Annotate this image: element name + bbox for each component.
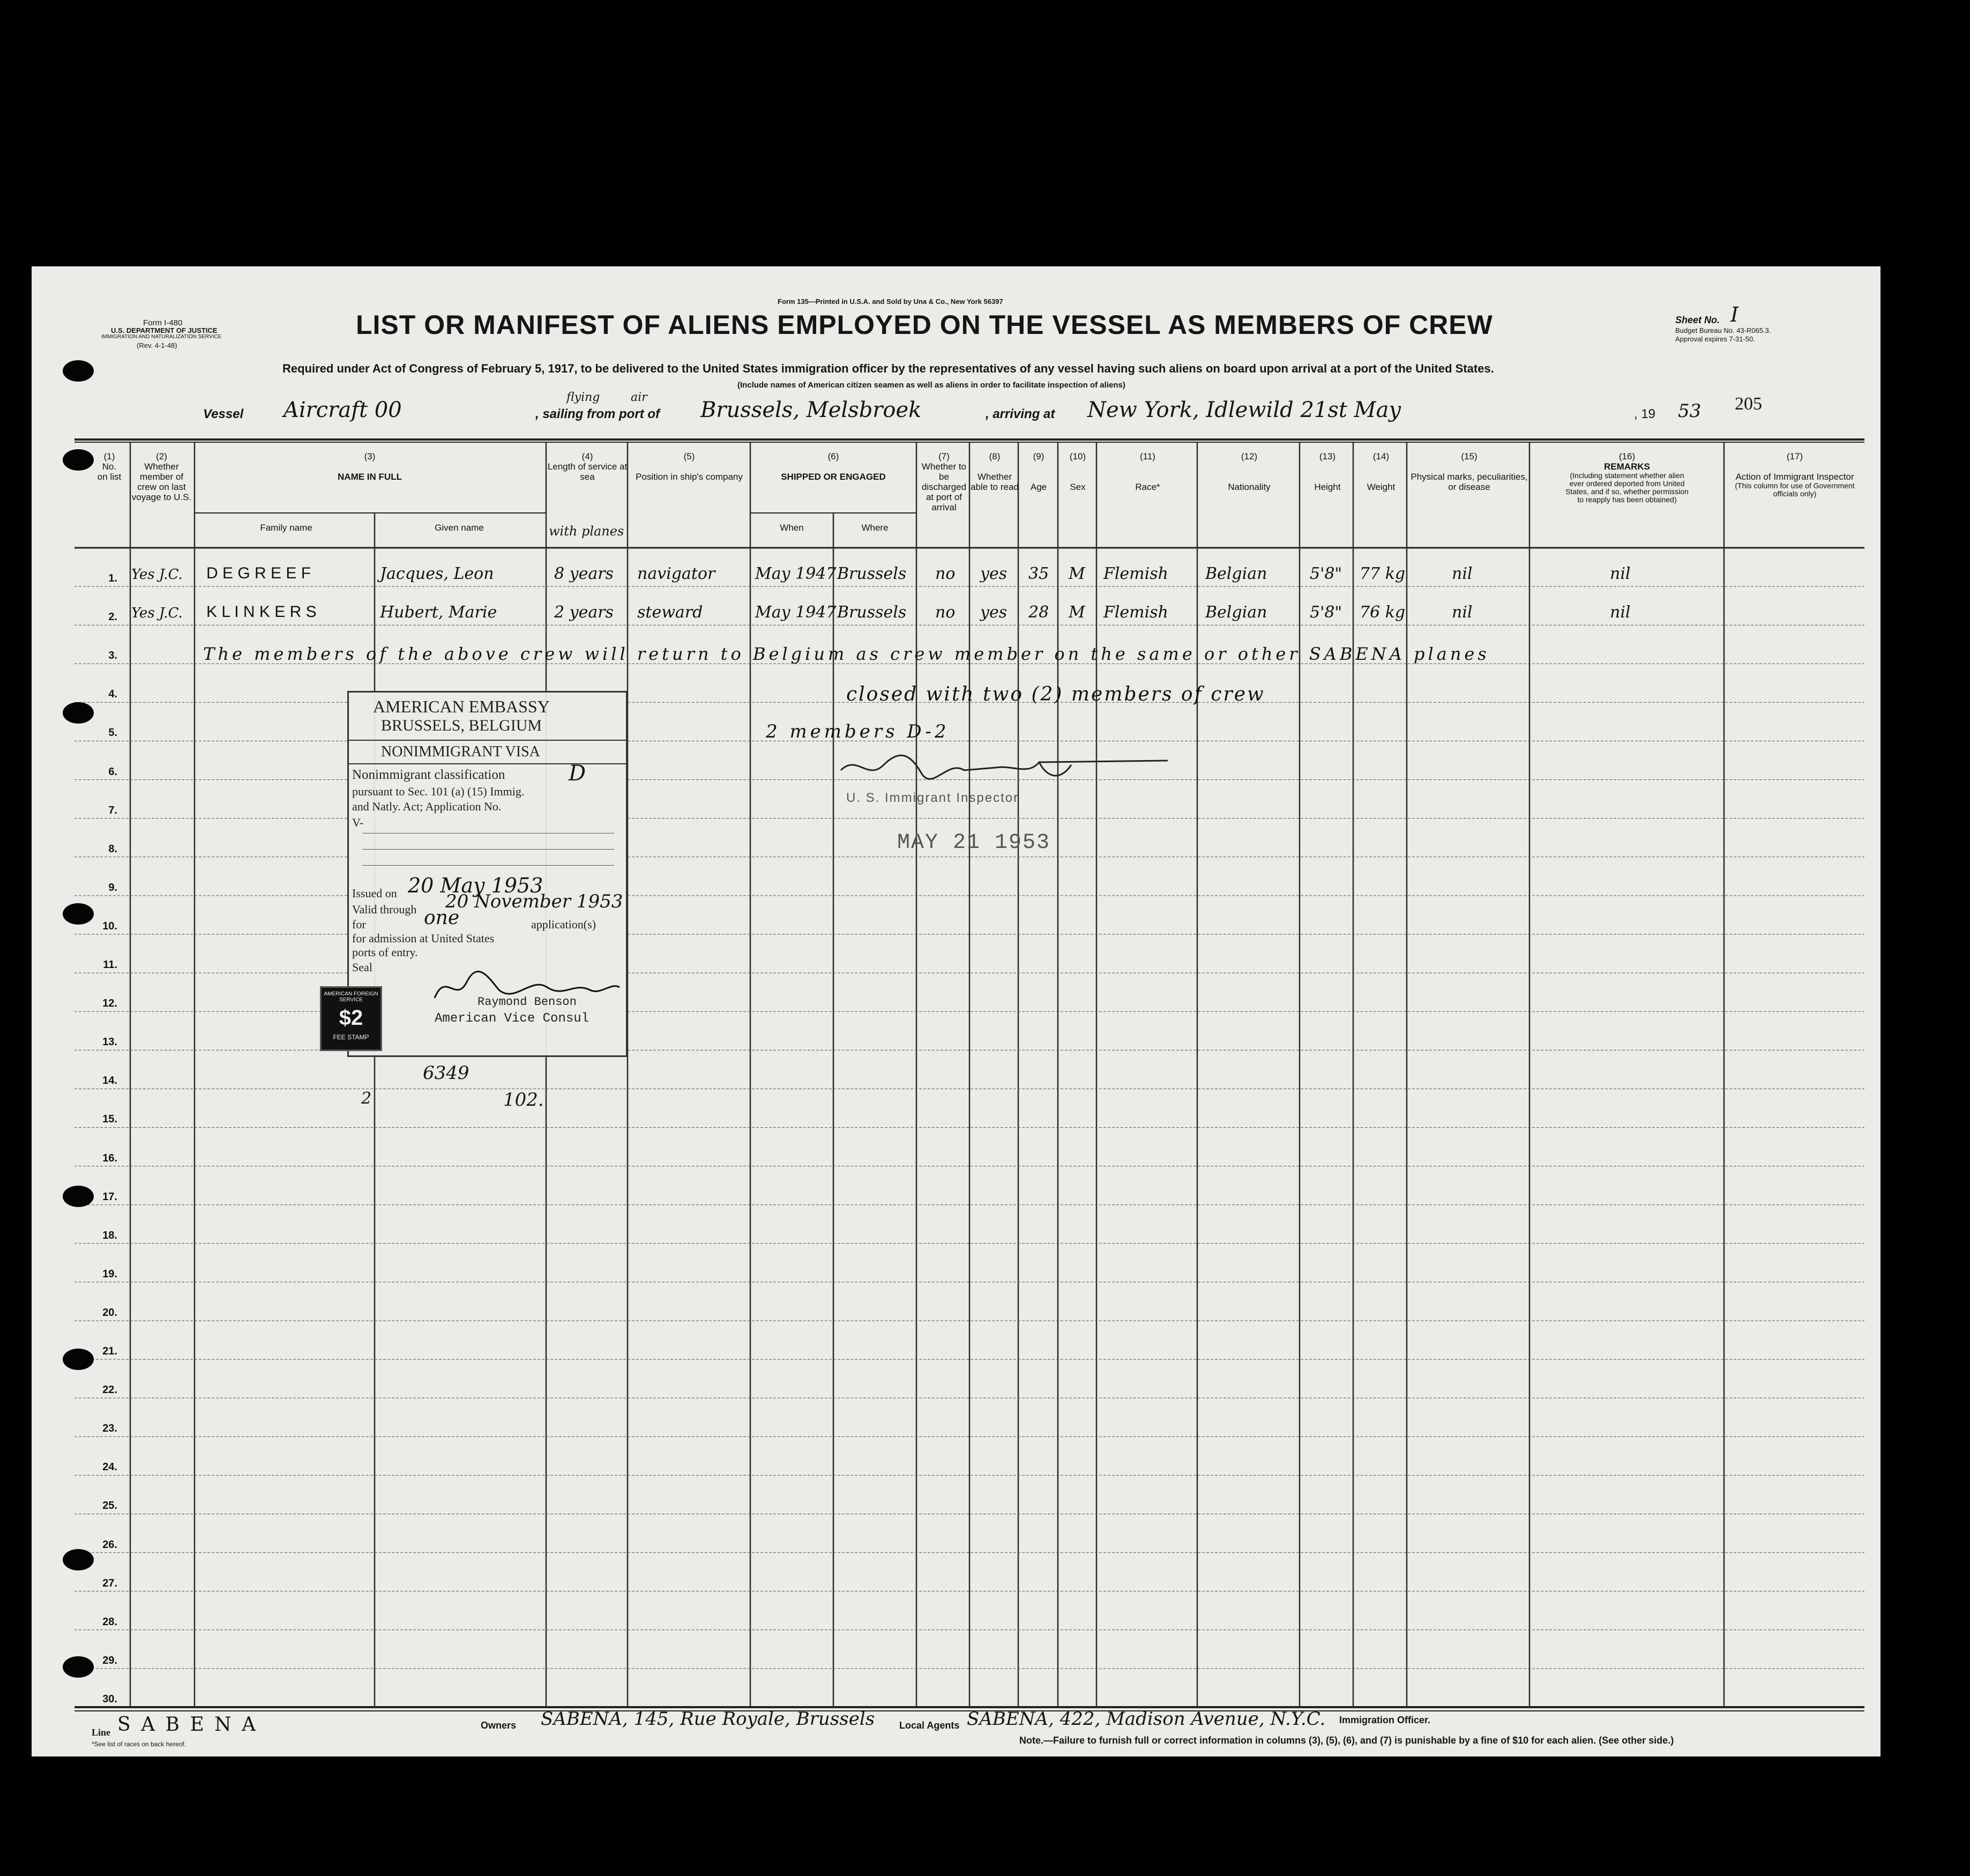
row-number: 16. xyxy=(102,1152,117,1164)
races-note: *See list of races on back hereof. xyxy=(92,1740,186,1748)
crew-2-nationality: Belgian xyxy=(1205,603,1267,622)
port-of-arrival: New York, Idlewild 21st May xyxy=(1087,398,1401,422)
row-number: 27. xyxy=(102,1577,117,1589)
binder-hole xyxy=(63,1349,94,1370)
sheet-number: I xyxy=(1730,303,1739,326)
crew-2-given-name: Hubert, Marie xyxy=(380,603,497,622)
col-7-header: (7) Whether to be discharged at port of arrival xyxy=(921,451,967,512)
crew-1-height: 5'8" xyxy=(1310,564,1342,583)
visa-pursuant: pursuant to Sec. 101 (a) (15) Immig. xyxy=(352,785,525,798)
arriving-label: , arriving at xyxy=(986,407,1055,421)
sailing-label: , sailing from port of xyxy=(535,407,660,421)
visa-issued-date: 20 May 1953 xyxy=(408,874,543,897)
binder-hole xyxy=(63,903,94,925)
col-3-header: (3) NAME IN FULL xyxy=(338,451,402,482)
fee-stamp-amount: $2 xyxy=(339,1006,363,1030)
row-number: 18. xyxy=(102,1229,117,1241)
crew-1-service: 8 years xyxy=(554,564,614,583)
row-number: 11. xyxy=(103,959,117,971)
col-4-header: (4) Length of service at sea xyxy=(547,451,628,482)
binder-hole xyxy=(63,1656,94,1678)
service-number: 6349 xyxy=(423,1062,469,1084)
binder-hole xyxy=(63,1549,94,1570)
owners-label: Owners xyxy=(481,1720,517,1731)
with-planes-note: with planes xyxy=(549,524,624,539)
row-number: 15. xyxy=(102,1113,117,1126)
revision: (Rev. 4-1-48) xyxy=(137,341,177,349)
crew-1-sex: M xyxy=(1069,564,1085,583)
vessel-name: Aircraft 00 xyxy=(283,398,402,422)
col-1-header: (1) No. on list xyxy=(97,451,122,482)
visa-act: and Natly. Act; Application No. xyxy=(352,800,502,813)
row-number: 14. xyxy=(102,1075,117,1087)
row-number: 29. xyxy=(102,1654,117,1666)
row-number: 21. xyxy=(102,1345,117,1357)
crew-2-position: steward xyxy=(637,603,703,622)
row-number: 19. xyxy=(102,1268,117,1280)
service: IMMIGRATION AND NATURALIZATION SERVICE xyxy=(101,334,222,340)
col-11-header: (11) Race* xyxy=(1135,451,1160,492)
visa-stamp xyxy=(347,691,628,1057)
crew-2-discharged: no xyxy=(935,603,956,622)
col-10-header: (10) Sex xyxy=(1069,451,1086,492)
crew-1-remarks: nil xyxy=(1610,564,1631,583)
date-stamp: MAY 21 1953 xyxy=(897,831,1051,855)
manifest-sheet xyxy=(32,266,1881,1756)
visa-admission: for admission at United States xyxy=(352,932,495,945)
crew-2-age: 28 xyxy=(1028,603,1049,622)
crew-2-when: May 1947 xyxy=(755,603,837,622)
crew-1-last-voyage: Yes J.C. xyxy=(131,567,183,583)
crew-1-marks: nil xyxy=(1452,564,1473,583)
row-number: 20. xyxy=(102,1306,117,1319)
include-note: (Include names of American citizen seamen as well as aliens in order to facilitate inspection of aliens) xyxy=(737,381,1125,390)
crew-2-sex: M xyxy=(1069,603,1085,622)
col-14-header: (14) Weight xyxy=(1367,451,1396,492)
col-6-header: (6) SHIPPED OR ENGAGED xyxy=(781,451,886,482)
agents-label: Local Agents xyxy=(899,1720,960,1731)
visa-valid-label: Valid through xyxy=(352,903,417,916)
visa-embassy: AMERICAN EMBASSY xyxy=(373,697,550,716)
tariff-number: 102. xyxy=(503,1089,544,1111)
row-number: 1. xyxy=(108,572,117,584)
binder-hole xyxy=(63,360,94,382)
row-number: 26. xyxy=(102,1538,117,1551)
col-16-header: (16) REMARKS (Including statement whether alien ever ordered deported from United States, and if so, whether permission to reapply has been obtained) xyxy=(1565,451,1689,504)
visa-for-label: for xyxy=(352,918,366,931)
crew-1-age: 35 xyxy=(1028,564,1049,583)
crew-2-family-name: K L I N K E R S xyxy=(206,603,317,621)
agents-value: SABENA, 422, Madison Avenue, N.Y.C. xyxy=(967,1708,1326,1730)
crew-1-nationality: Belgian xyxy=(1205,564,1267,583)
subtitle: Required under Act of Congress of February 5, 1917, to be delivered to the United States immigration officer by the representatives of any vessel having such aliens on board upon arrival at a port of the United States. xyxy=(282,362,1494,375)
given-name-header: Given name xyxy=(435,523,484,533)
row-number: 9. xyxy=(108,881,117,894)
line-label: Line xyxy=(92,1727,111,1738)
inspector-signature xyxy=(835,749,1184,786)
when-header: When xyxy=(780,523,804,533)
col-5-header: (5) Position in ship's company xyxy=(636,451,743,482)
item-number: 2 xyxy=(361,1089,372,1108)
crew-2-where: Brussels xyxy=(837,603,907,622)
row-number: 23. xyxy=(102,1423,117,1435)
inspector-label: U. S. Immigrant Inspector xyxy=(846,791,1019,805)
row-number: 30. xyxy=(102,1693,117,1705)
visa-blank-line-2 xyxy=(362,849,614,850)
binder-hole xyxy=(63,702,94,724)
consul-title: American Vice Consul xyxy=(435,1011,589,1026)
visa-applications: application(s) xyxy=(531,918,596,931)
officer-label: Immigration Officer. xyxy=(1339,1715,1431,1725)
col-17-header: (17) Action of Immigrant Inspector (This column for use of Government officials only) xyxy=(1735,451,1855,498)
members-note: 2 members D-2 xyxy=(766,721,950,742)
crew-1-where: Brussels xyxy=(837,564,907,583)
crew-2-service: 2 years xyxy=(554,603,614,622)
visa-blank-line-3 xyxy=(362,865,614,866)
row-number: 10. xyxy=(102,920,117,932)
row-number: 13. xyxy=(102,1036,117,1048)
visa-ports: ports of entry. xyxy=(352,946,418,959)
row-number: 3. xyxy=(108,650,117,662)
crew-2-remarks: nil xyxy=(1610,603,1631,622)
printer-note: Form 135—Printed in U.S.A. and Sold by Una & Co., New York 56397 xyxy=(778,297,1003,306)
budget-bureau: Budget Bureau No. 43-R065.3. xyxy=(1675,326,1771,334)
crew-1-when: May 1947 xyxy=(755,564,837,583)
row-number: 17. xyxy=(102,1190,117,1203)
row-number: 2. xyxy=(108,611,117,623)
row-number: 5. xyxy=(108,727,117,739)
col-9-header: (9) Age xyxy=(1030,451,1047,492)
crew-1-discharged: no xyxy=(935,564,956,583)
closed-note: closed with two (2) members of crew xyxy=(846,683,1265,705)
crew-2-marks: nil xyxy=(1452,603,1473,622)
binder-hole xyxy=(63,449,94,471)
fee-stamp-bottom: FEE STAMP xyxy=(333,1033,369,1041)
row-number: 24. xyxy=(102,1461,117,1473)
visa-v: V- xyxy=(352,816,364,829)
row-number: 7. xyxy=(108,804,117,816)
row-number: 25. xyxy=(102,1500,117,1512)
row-number: 22. xyxy=(102,1384,117,1396)
visa-for-value: one xyxy=(424,907,460,929)
crew-2-weight: 76 kg xyxy=(1360,603,1406,622)
row-number: 28. xyxy=(102,1616,117,1628)
row-number: 6. xyxy=(108,765,117,778)
crew-2-last-voyage: Yes J.C. xyxy=(131,605,183,621)
binder-hole xyxy=(63,1186,94,1207)
family-name-header: Family name xyxy=(260,523,312,533)
visa-classification: D xyxy=(569,761,586,786)
col-15-header: (15) Physical marks, peculiarities, or disease xyxy=(1411,451,1528,492)
port-of-departure: Brussels, Melsbroek xyxy=(700,398,922,422)
visa-valid-date: 20 November 1953 xyxy=(445,891,623,912)
row-number: 4. xyxy=(108,688,117,701)
crew-1-read: yes xyxy=(980,564,1008,583)
return-note: The members of the above crew will return to Belgium as crew member on the same or other SABENA planes xyxy=(203,644,1490,664)
col-12-header: (12) Nationality xyxy=(1228,451,1271,492)
sheet-label: Sheet No. xyxy=(1675,315,1720,325)
fee-stamp-top: AMERICAN FOREIGN SERVICE xyxy=(324,991,378,1003)
visa-seal: Seal xyxy=(352,961,372,974)
visa-city: BRUSSELS, BELGIUM xyxy=(381,717,542,734)
owners-value: SABENA, 145, Rue Royale, Brussels xyxy=(541,1708,875,1730)
line-value: S A B E N A xyxy=(117,1714,258,1736)
air-note: air xyxy=(631,391,647,404)
where-header: Where xyxy=(861,523,889,533)
crew-2-read: yes xyxy=(980,603,1008,622)
flying-note: flying xyxy=(566,391,600,404)
crew-1-race: Flemish xyxy=(1103,564,1168,583)
department: U.S. DEPARTMENT OF JUSTICE xyxy=(111,326,218,334)
crew-2-height: 5'8" xyxy=(1310,603,1342,622)
visa-type: NONIMMIGRANT VISA xyxy=(381,743,540,760)
crew-1-given-name: Jacques, Leon xyxy=(380,564,494,583)
crew-1-weight: 77 kg xyxy=(1360,564,1406,583)
year: 53 xyxy=(1678,400,1702,422)
visa-classification-label: Nonimmigrant classification xyxy=(352,768,505,782)
form-number: Form I-480 xyxy=(143,318,183,327)
col-13-header: (13) Height xyxy=(1314,451,1341,492)
visa-issued-label: Issued on xyxy=(352,887,397,900)
page-number: 205 xyxy=(1735,394,1762,414)
vessel-label: Vessel xyxy=(203,407,244,421)
visa-divider xyxy=(349,740,626,741)
col-8-header: (8) Whether able to read xyxy=(971,451,1019,492)
crew-1-family-name: D E G R E E F xyxy=(206,564,311,582)
crew-1-position: navigator xyxy=(637,564,715,583)
page-title: LIST OR MANIFEST OF ALIENS EMPLOYED ON THE VESSEL AS MEMBERS OF CREW xyxy=(356,310,1493,340)
year-prefix: , 19 xyxy=(1634,407,1656,421)
row-number: 12. xyxy=(102,997,117,1010)
consul-name: Raymond Benson xyxy=(477,995,577,1009)
fee-stamp xyxy=(320,986,382,1051)
footer-note: Note.—Failure to furnish full or correct information in columns (3), (5), (6), and (7) is punishable by a fine of $10 for each alien. (See other side.) xyxy=(1019,1735,1674,1746)
col-2-header: (2) Whether member of crew on last voyage to U.S. xyxy=(131,451,192,502)
crew-2-race: Flemish xyxy=(1103,603,1168,622)
approval-note: Approval expires 7-31-50. xyxy=(1675,335,1755,343)
row-number: 8. xyxy=(108,843,117,855)
